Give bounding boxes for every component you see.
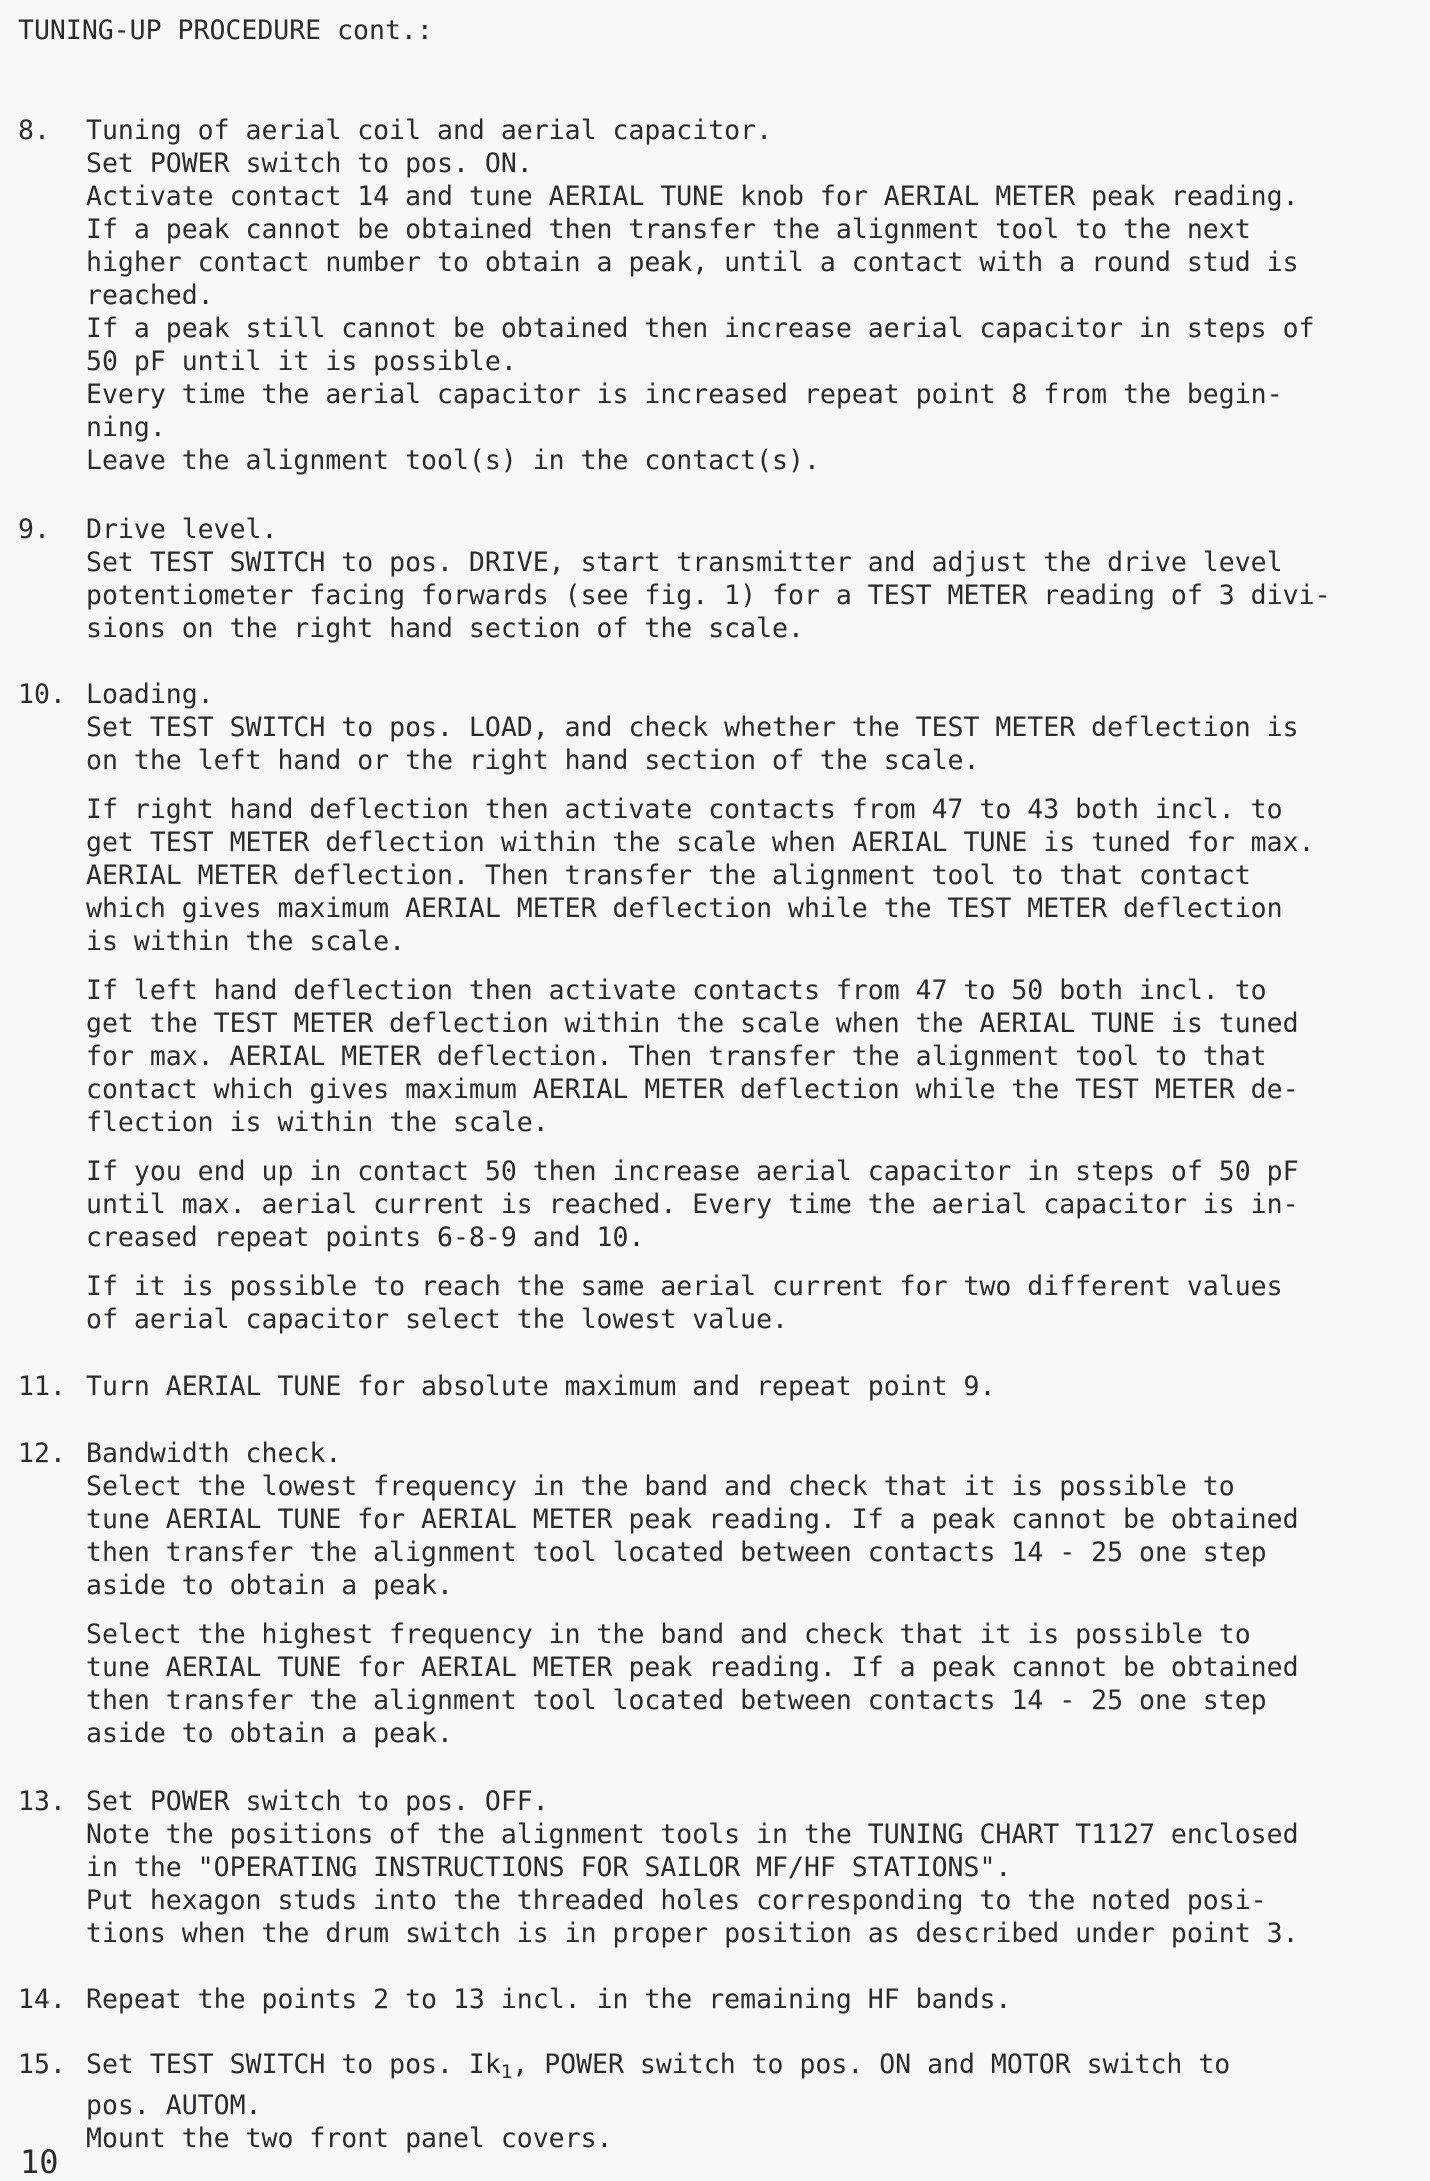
text-line: If it is possible to reach the same aerial current for two different values: [86, 1271, 1283, 1302]
procedure-step-12: [18, 1437, 1398, 1750]
text-line: then transfer the alignment tool located between contacts 14 - 25 one step: [86, 1685, 1267, 1716]
text-line: higher contact number to obtain a peak, until a contact with a round stud is: [86, 247, 1299, 278]
text-line: tions when the drum switch is in proper position as described under point 3.: [86, 1918, 1299, 1949]
step-paragraph: [86, 513, 1398, 645]
page-number: 10: [20, 2143, 59, 2181]
text-line: Loading.: [86, 679, 214, 710]
step-number: 11.: [18, 1371, 66, 1402]
step-paragraph: [86, 1155, 1398, 1254]
text-line: 50 pF until it is possible.: [86, 346, 517, 377]
page-header: TUNING-UP PROCEDURE cont.:: [18, 15, 433, 46]
step-paragraph: [86, 1983, 1398, 2016]
text-line: reached.: [86, 280, 214, 311]
text-line: flection is within the scale.: [86, 1107, 549, 1138]
step-number: 14.: [18, 1984, 66, 2015]
procedure-step-13: [18, 1785, 1398, 1950]
text-line: contact which gives maximum AERIAL METER deflection while the TEST METER de-: [86, 1074, 1299, 1105]
text-line: sions on the right hand section of the scale.: [86, 613, 804, 644]
procedure-step-8: [18, 114, 1398, 477]
step-paragraph: [86, 678, 1398, 777]
text-segment: , POWER switch to pos. ON and MOTOR switch to: [512, 2049, 1231, 2080]
step-number: 10.: [18, 679, 66, 710]
text-line: If a peak still cannot be obtained then increase aerial capacitor in steps of: [86, 313, 1315, 344]
text-line: Select the highest frequency in the band and check that it is possible to: [86, 1619, 1251, 1650]
text-line: If left hand deflection then activate contacts from 47 to 50 both incl. to: [86, 975, 1267, 1006]
text-line: get the TEST METER deflection within the scale when the AERIAL TUNE is tuned: [86, 1008, 1299, 1039]
step-paragraph: [86, 1270, 1398, 1336]
step-paragraph: [86, 974, 1398, 1139]
procedure-step-9: [18, 513, 1398, 645]
step-number: 13.: [18, 1786, 66, 1817]
text-line: Select the lowest frequency in the band and check that it is possible to: [86, 1471, 1235, 1502]
step-number: 12.: [18, 1438, 66, 1469]
text-line: [86, 2048, 1398, 2089]
text-line: Set TEST SWITCH to pos. LOAD, and check whether the TEST METER deflection is: [86, 712, 1299, 743]
text-line: Set POWER switch to pos. ON.: [86, 148, 533, 179]
text-line: of aerial capacitor select the lowest value.: [86, 1304, 788, 1335]
step-paragraph: [86, 793, 1398, 958]
step-paragraph: [86, 114, 1398, 477]
text-line: Every time the aerial capacitor is increased repeat point 8 from the begin-: [86, 379, 1283, 410]
text-line: Activate contact 14 and tune AERIAL TUNE knob for AERIAL METER peak reading.: [86, 181, 1299, 212]
step-paragraph: [86, 1785, 1398, 1950]
text-line: get TEST METER deflection within the scale when AERIAL TUNE is tuned for max.: [86, 827, 1315, 858]
text-line: which gives maximum AERIAL METER deflection while the TEST METER deflection: [86, 893, 1283, 924]
text-line: Repeat the points 2 to 13 incl. in the remaining HF bands.: [86, 1984, 1012, 2015]
text-line: is within the scale.: [86, 926, 406, 957]
text-line: aside to obtain a peak.: [86, 1570, 453, 1601]
step-number: 8.: [18, 115, 50, 146]
text-line: pos. AUTOM.: [86, 2090, 262, 2121]
text-line: on the left hand or the right hand section of the scale.: [86, 745, 980, 776]
text-line: in the "OPERATING INSTRUCTIONS FOR SAILOR MF/HF STATIONS".: [86, 1852, 1012, 1883]
text-line: Set POWER switch to pos. OFF.: [86, 1786, 549, 1817]
procedure-step-14: [18, 1983, 1398, 2016]
text-line: tune AERIAL TUNE for AERIAL METER peak reading. If a peak cannot be obtained: [86, 1652, 1299, 1683]
step-paragraph: [86, 2048, 1398, 2155]
text-line: creased repeat points 6-8-9 and 10.: [86, 1222, 645, 1253]
text-line: for max. AERIAL METER deflection. Then transfer the alignment tool to that: [86, 1041, 1267, 1072]
text-line: If a peak cannot be obtained then transfer the alignment tool to the next: [86, 214, 1251, 245]
procedure-step-10: [18, 678, 1398, 1336]
text-line: ning.: [86, 412, 166, 443]
text-line: until max. aerial current is reached. Every time the aerial capacitor is in-: [86, 1189, 1299, 1220]
text-line: If you end up in contact 50 then increase aerial capacitor in steps of 50 pF: [86, 1156, 1299, 1187]
text-line: Bandwidth check.: [86, 1438, 342, 1469]
text-line: potentiometer facing forwards (see fig. 1) for a TEST METER reading of 3 divi-: [86, 580, 1331, 611]
step-paragraph: [86, 1437, 1398, 1602]
text-line: Note the positions of the alignment tools in the TUNING CHART T1127 enclosed: [86, 1819, 1299, 1850]
text-line: Set TEST SWITCH to pos. DRIVE, start transmitter and adjust the drive level: [86, 547, 1283, 578]
procedure-step-15: [18, 2048, 1398, 2155]
text-line: Turn AERIAL TUNE for absolute maximum and repeat point 9.: [86, 1371, 996, 1402]
text-line: then transfer the alignment tool located between contacts 14 - 25 one step: [86, 1537, 1267, 1568]
text-line: If right hand deflection then activate contacts from 47 to 43 both incl. to: [86, 794, 1283, 825]
text-line: Drive level.: [86, 514, 278, 545]
procedure-step-11: [18, 1370, 1398, 1403]
text-line: Tuning of aerial coil and aerial capacitor.: [86, 115, 773, 146]
text-line: Mount the two front panel covers.: [86, 2123, 613, 2154]
text-segment: Set TEST SWITCH to pos. Ik: [86, 2049, 501, 2080]
step-paragraph: [86, 1370, 1398, 1403]
step-number: 15.: [18, 2049, 66, 2080]
text-line: Leave the alignment tool(s) in the contact(s).: [86, 445, 820, 476]
step-paragraph: [86, 1618, 1398, 1750]
text-line: tune AERIAL TUNE for AERIAL METER peak reading. If a peak cannot be obtained: [86, 1504, 1299, 1535]
text-line: Put hexagon studs into the threaded holes corresponding to the noted posi-: [86, 1885, 1267, 1916]
step-number: 9.: [18, 514, 50, 545]
text-line: aside to obtain a peak.: [86, 1718, 453, 1749]
subscript: 1: [500, 2061, 513, 2083]
text-line: AERIAL METER deflection. Then transfer the alignment tool to that contact: [86, 860, 1251, 891]
